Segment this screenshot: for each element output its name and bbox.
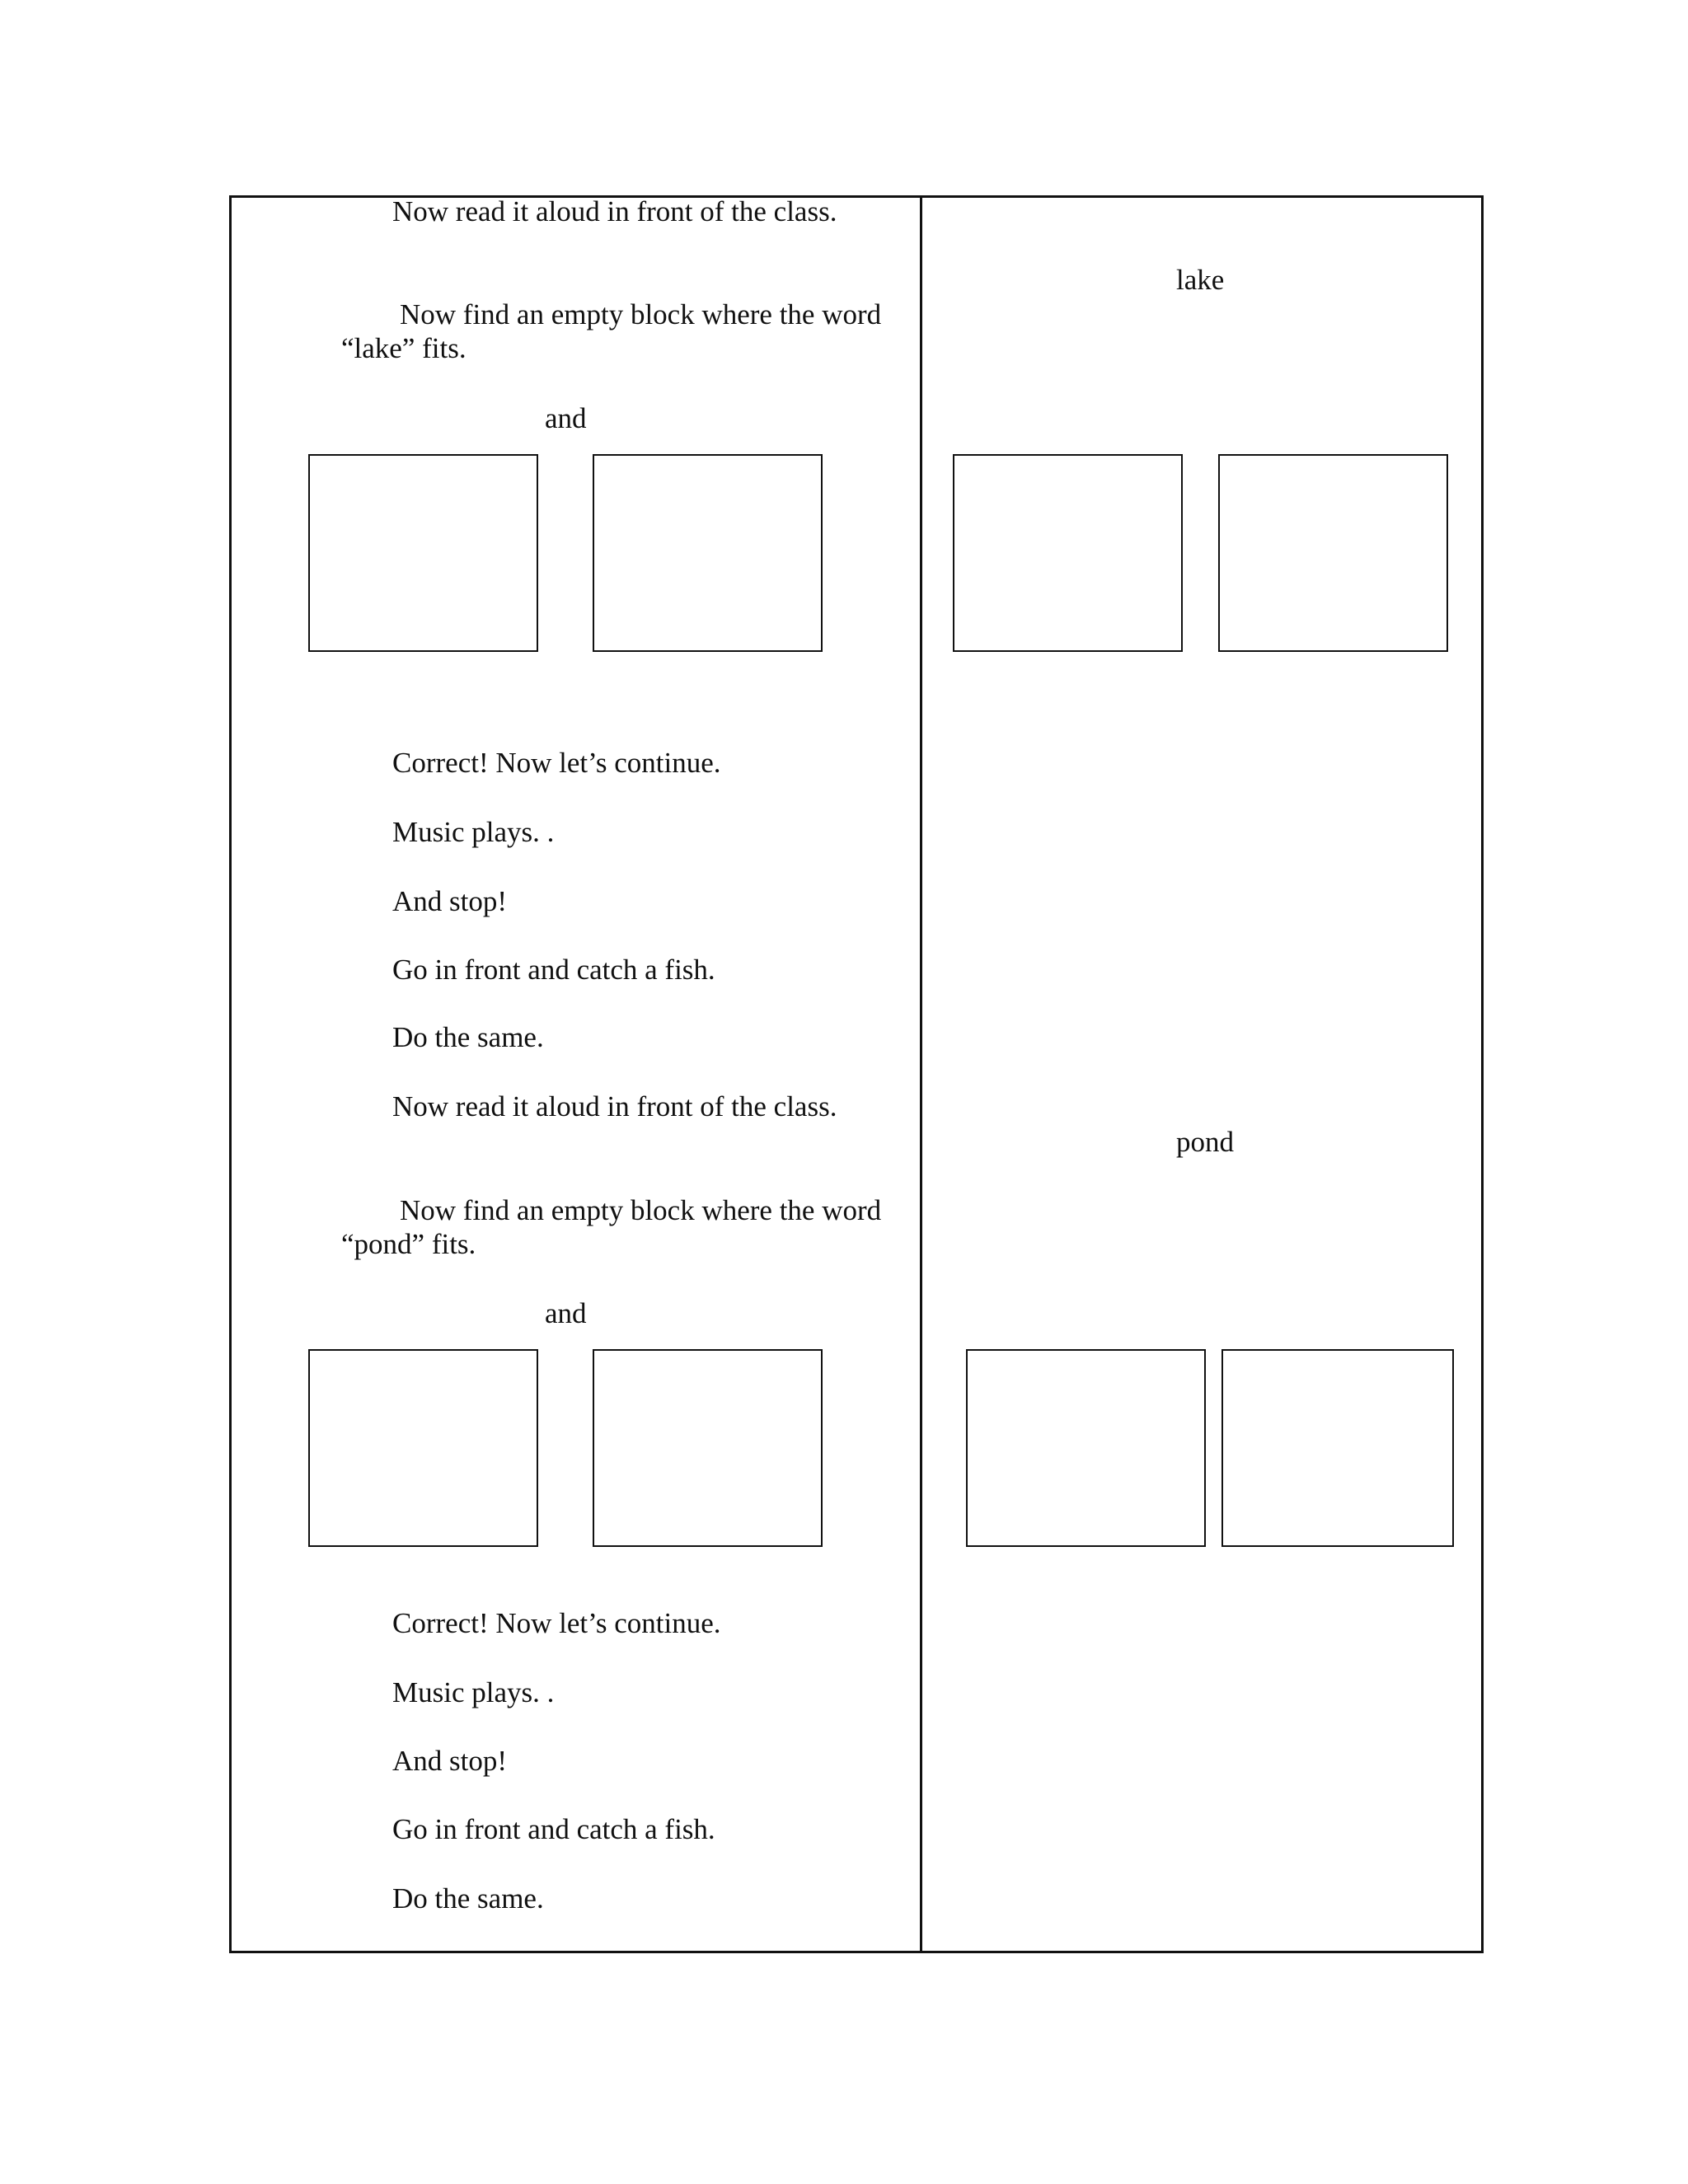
do-same-instruction: Do the same.: [392, 1021, 544, 1053]
read-aloud-instruction: Now read it aloud in front of the class.: [392, 195, 837, 227]
catch-fish-instruction: Go in front and catch a fish.: [392, 1813, 715, 1845]
find-block-instruction-line2: “lake” fits.: [341, 332, 467, 364]
word-block[interactable]: [1218, 454, 1448, 652]
empty-block[interactable]: [308, 454, 538, 652]
empty-block[interactable]: [593, 454, 823, 652]
and-label: and: [545, 1297, 587, 1329]
find-block-instruction-line2: “pond” fits.: [341, 1228, 476, 1260]
correct-message: Correct! Now let’s continue.: [392, 1607, 721, 1639]
stop-instruction: And stop!: [392, 885, 508, 917]
word-block[interactable]: [953, 454, 1183, 652]
catch-fish-instruction: Go in front and catch a fish.: [392, 954, 715, 986]
empty-block[interactable]: [308, 1349, 538, 1547]
and-label: and: [545, 402, 587, 434]
music-instruction: Music plays. .: [392, 816, 555, 848]
read-aloud-instruction: Now read it aloud in front of the class.: [392, 1090, 837, 1122]
correct-message: Correct! Now let’s continue.: [392, 747, 721, 779]
do-same-instruction: Do the same.: [392, 1882, 544, 1915]
stop-instruction: And stop!: [392, 1745, 508, 1777]
find-block-instruction-line1: Now find an empty block where the word: [400, 1194, 882, 1226]
empty-block[interactable]: [593, 1349, 823, 1547]
word-block[interactable]: [1221, 1349, 1454, 1547]
word-pond: pond: [1176, 1126, 1234, 1158]
word-lake: lake: [1176, 264, 1225, 296]
word-block[interactable]: [966, 1349, 1206, 1547]
column-divider: [920, 195, 922, 1953]
music-instruction: Music plays. .: [392, 1676, 555, 1708]
find-block-instruction-line1: Now find an empty block where the word: [400, 298, 882, 330]
